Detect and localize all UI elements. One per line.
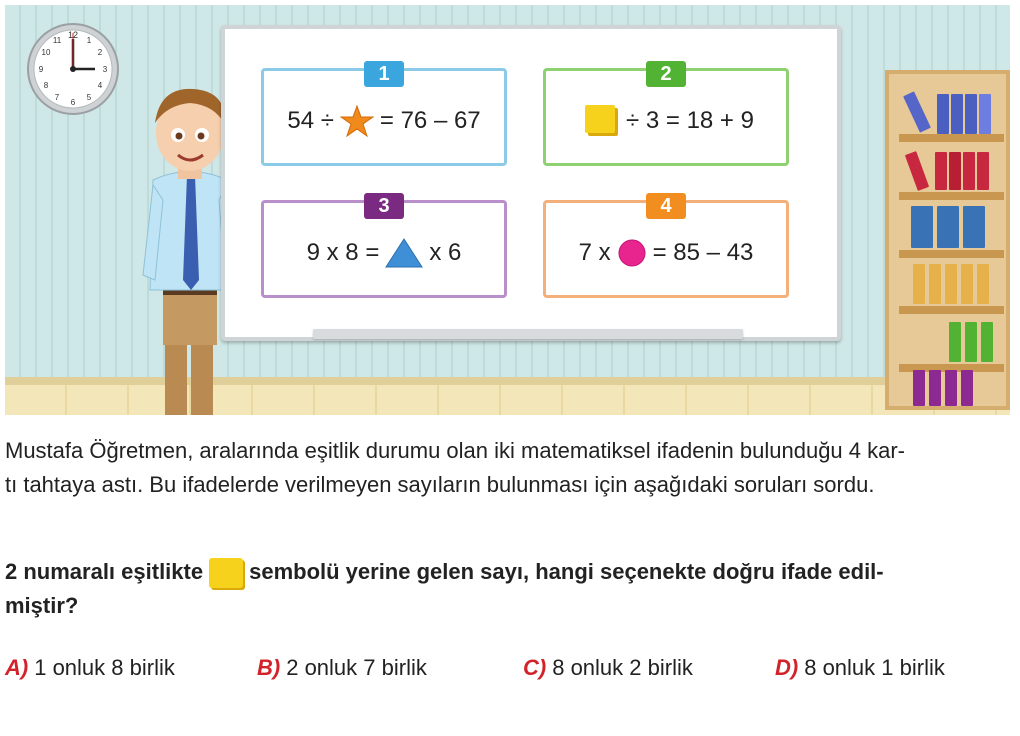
card-expression <box>578 104 754 138</box>
classroom-illustration <box>5 5 1010 415</box>
clock-numeral: 8 <box>43 81 49 90</box>
option-d[interactable] <box>775 655 945 681</box>
option-c[interactable] <box>523 655 693 681</box>
option-letter: A) <box>5 655 29 680</box>
clock-numeral: 5 <box>86 93 92 102</box>
card-number: 3 <box>364 193 404 219</box>
expression-right: x 6 <box>429 239 462 266</box>
clock-numeral: 9 <box>38 65 44 74</box>
equation-card-3 <box>261 194 507 298</box>
expression-left: 54 ÷ <box>287 107 334 134</box>
option-letter: D) <box>775 655 799 680</box>
clock-numeral: 2 <box>97 48 103 57</box>
clock-numeral: 4 <box>97 81 103 90</box>
expression-right: = 76 – 67 <box>379 107 481 134</box>
whiteboard-tray <box>313 329 743 339</box>
circle-icon <box>617 238 647 268</box>
option-text: 1 onluk 8 birlik <box>34 655 175 680</box>
option-letter: B) <box>257 655 281 680</box>
star-icon <box>340 105 374 137</box>
wall-clock-icon <box>25 21 121 117</box>
option-letter: C) <box>523 655 547 680</box>
option-b[interactable] <box>257 655 427 681</box>
equation-card-2 <box>543 62 789 166</box>
option-text: 8 onluk 1 birlik <box>804 655 945 680</box>
square-icon <box>584 104 620 138</box>
option-text: 8 onluk 2 birlik <box>552 655 693 680</box>
paragraph-line: tı tahtaya astı. Bu ifadelerde verilmeyen sayıların bulunması için aşağıdaki soruları sordu. <box>5 472 875 497</box>
clock-numeral: 11 <box>52 36 62 45</box>
option-text: 2 onluk 7 birlik <box>286 655 427 680</box>
question-text <box>5 555 1010 623</box>
expression-right: = 85 – 43 <box>652 239 754 266</box>
problem-paragraph <box>5 434 1010 502</box>
clock-numeral: 12 <box>67 30 79 40</box>
expression-left: 9 x 8 = <box>306 239 380 266</box>
card-expression <box>287 105 480 137</box>
question-line-2: miştir? <box>5 593 79 618</box>
clock-numeral: 1 <box>86 36 92 45</box>
bookshelf <box>885 70 1010 410</box>
card-number: 1 <box>364 61 404 87</box>
card-number: 2 <box>646 61 686 87</box>
question-after: sembolü yerine gelen sayı, hangi seçenekte doğru ifade edil- <box>249 559 884 584</box>
option-a[interactable] <box>5 655 175 681</box>
card-number: 4 <box>646 193 686 219</box>
paragraph-line: Mustafa Öğretmen, aralarında eşitlik durumu olan iki matematiksel ifadenin bulunduğu 4 kar- <box>5 438 906 463</box>
equation-card-1 <box>261 62 507 166</box>
question-before: 2 numaralı eşitlikte <box>5 559 204 584</box>
triangle-icon <box>385 238 423 268</box>
clock-numeral: 3 <box>102 65 108 74</box>
clock-numeral: 10 <box>41 48 51 57</box>
square-icon <box>209 558 243 588</box>
answer-options <box>5 655 1010 689</box>
clock-numeral: 6 <box>70 98 76 107</box>
expression-left: 7 x <box>578 239 611 266</box>
card-expression <box>579 238 754 268</box>
equation-card-4 <box>543 194 789 298</box>
card-expression <box>307 238 462 268</box>
clock-numeral: 7 <box>54 93 60 102</box>
expression-right: ÷ 3 = 18 + 9 <box>626 107 754 134</box>
